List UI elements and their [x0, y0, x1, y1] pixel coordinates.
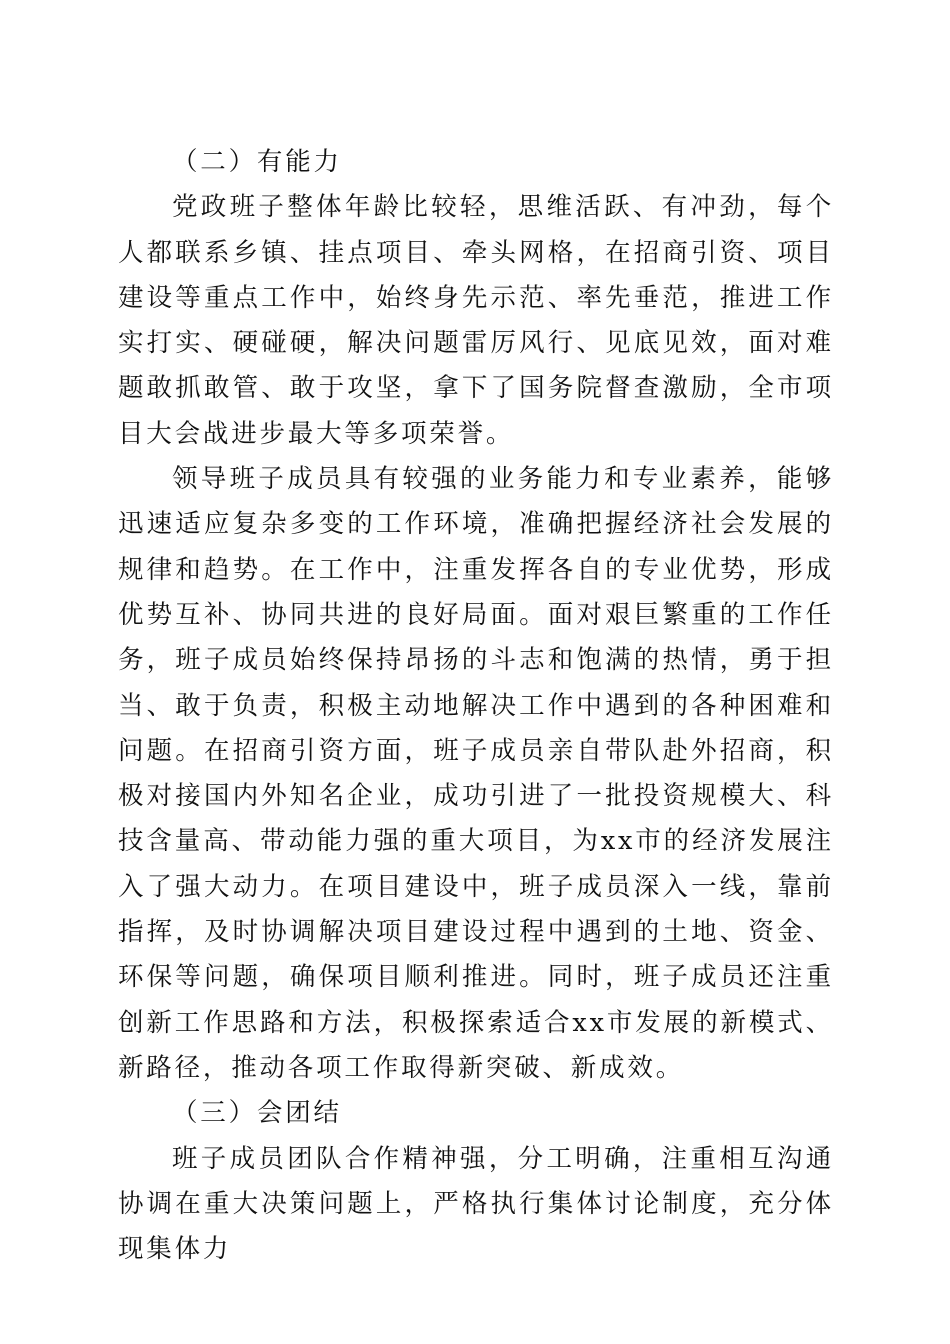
document-body	[118, 140, 834, 1272]
paragraph-unity: 班子成员团队合作精神强，分工明确，注重相互沟通协调在重大决策问题上，严格执行集体讨论制度，充分体现集体力	[118, 1143, 834, 1265]
paragraph-ability-summary: 党政班子整体年龄比较轻，思维活跃、有冲劲，每个人都联系乡镇、挂点项目、牵头网格，在招商引资、项目建设等重点工作中，始终身先示范、率先垂范，推进工作实打实、硬碰硬，解决问题雷厉风行、见底见效，面对难题敢抓敢管、敢于攻坚，拿下了国务院督查激励，全市项目大会战进步最大等多项荣誉。	[118, 192, 834, 449]
paragraph-ability-detail: 领导班子成员具有较强的业务能力和专业素养，能够迅速适应复杂多变的工作环境，准确把握经济社会发展的规律和趋势。在工作中，注重发挥各自的专业优势，形成优势互补、协同共进的良好局面。面对艰巨繁重的工作任务，班子成员始终保持昂扬的斗志和饱满的热情，勇于担当、敢于负责，积极主动地解决工作中遇到的各种困难和问题。在招商引资方面，班子成员亲自带队赴外招商，积极对接国内外知名企业，成功引进了一批投资规模大、科技含量高、带动能力强的重大项目，为xx市的经济发展注入了强大动力。在项目建设中，班子成员深入一线，靠前指挥，及时协调解决项目建设过程中遇到的土地、资金、环保等问题，确保项目顺利推进。同时，班子成员还注重创新工作思路和方法，积极探索适合xx市发展的新模式、新路径，推动各项工作取得新突破、新成效。	[118, 464, 834, 1083]
section-heading-unity: （三）会团结	[172, 1098, 342, 1129]
section-heading-ability: （二）有能力	[172, 147, 342, 177]
